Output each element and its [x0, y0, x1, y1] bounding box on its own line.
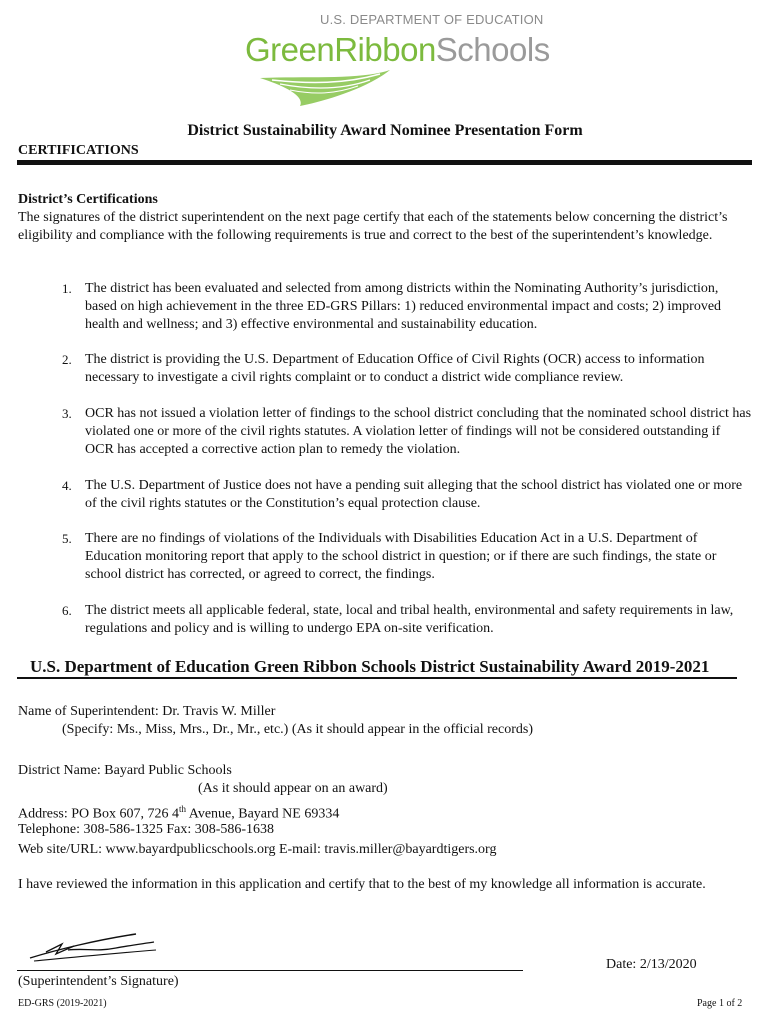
signature-date: Date: 2/13/2020: [606, 957, 697, 972]
list-item-number: 1.: [62, 281, 72, 296]
list-item-text: There are no findings of violations of the Individuals with Disabilities Education Act in a U.S. Department of Education monitoring report that apply to the school district in question; or if there are such findings, the state or school district has corrected, or agreed to correct, the findings.: [85, 531, 717, 582]
award-title: U.S. Department of Education Green Ribbon Schools District Sustainability Award 2019-2021: [30, 657, 710, 676]
list-item-number: 2.: [62, 352, 72, 367]
list-item-text: The district meets all applicable federal, state, local and tribal health, environmental and safety requirements in law, regulations and policy and is willing to undergo EPA on-site verification.: [85, 603, 734, 636]
department-heading: U.S. DEPARTMENT OF EDUCATION: [320, 12, 544, 27]
section-label: CERTIFICATIONS: [18, 143, 139, 158]
district-name: District Name: Bayard Public Schools: [18, 763, 232, 778]
list-item: [62, 280, 752, 334]
section-divider: [17, 160, 752, 165]
telephone-fax: Telephone: 308-586-1325 Fax: 308-586-1638: [18, 822, 275, 837]
review-statement: I have reviewed the information in this application and certify that to the best of my knowledge all information is accurate.: [18, 877, 706, 892]
signature-image: [26, 930, 166, 966]
list-item-number: 4.: [62, 478, 72, 493]
signature-label: (Superintendent’s Signature): [18, 974, 179, 989]
certifications-heading: District’s Certifications: [18, 192, 158, 207]
list-item-text: The district has been evaluated and selected from among districts within the Nominating Authority’s jurisdiction, based on high achievement in the three ED-GRS Pillars: 1) reduced environmental impact and costs; 2) improved health and wellness; and 3) effective environmental and sustainability education.: [85, 281, 722, 332]
list-item: [62, 530, 752, 584]
list-item: [62, 602, 752, 638]
logo-text-gray: Schools: [435, 31, 550, 68]
website-email: Web site/URL: www.bayardpublicschools.org E-mail: travis.miller@bayardtigers.org: [18, 842, 497, 857]
award-title-underline: [17, 677, 737, 679]
list-item: [62, 351, 752, 387]
superintendent-name: Name of Superintendent: Dr. Travis W. Miller: [18, 704, 276, 719]
district-hint: (As it should appear on an award): [198, 781, 388, 796]
signature-line: [17, 970, 523, 971]
superintendent-hint: (Specify: Ms., Miss, Mrs., Dr., Mr., etc.) (As it should appear in the official records): [62, 722, 533, 737]
list-item-text: The district is providing the U.S. Department of Education Office of Civil Rights (OCR) access to information necessary to investigate a civil rights complaint or to conduct a district wide compliance review.: [85, 352, 705, 385]
address-ordinal: th: [179, 804, 187, 814]
address-suffix: Avenue, Bayard NE 69334: [186, 806, 340, 822]
list-item-text: The U.S. Department of Justice does not have a pending suit alleging that the school district has violated one or more of the civil rights statutes or the Constitution’s equal protection clause.: [85, 478, 743, 511]
address-prefix: Address: PO Box 607, 726 4: [18, 806, 180, 822]
list-item-number: 5.: [62, 531, 72, 546]
certifications-intro: The signatures of the district superintendent on the next page certify that each of the statements below concerning the district’s eligibility and compliance with the following requirements is true and correct to the best of the superintendent’s knowledge.: [18, 210, 728, 243]
list-item-number: 6.: [62, 603, 72, 618]
form-title: District Sustainability Award Nominee Presentation Form: [187, 122, 583, 139]
list-item-number: 3.: [62, 406, 72, 421]
page-number: Page 1 of 2: [697, 998, 743, 1009]
form-code: ED-GRS (2019-2021): [18, 998, 107, 1009]
leaf-swoosh-icon: [250, 62, 400, 108]
list-item-text: OCR has not issued a violation letter of findings to the school district concluding that the nominated school district has violated one or more of the civil rights statutes. A violation letter of findings will not be considered outstanding if OCR has accepted a corrective action plan to remedy the violation.: [85, 406, 752, 457]
logo-text-green: GreenRibbon: [245, 31, 436, 68]
list-item: [62, 477, 752, 513]
list-item: [62, 405, 752, 459]
